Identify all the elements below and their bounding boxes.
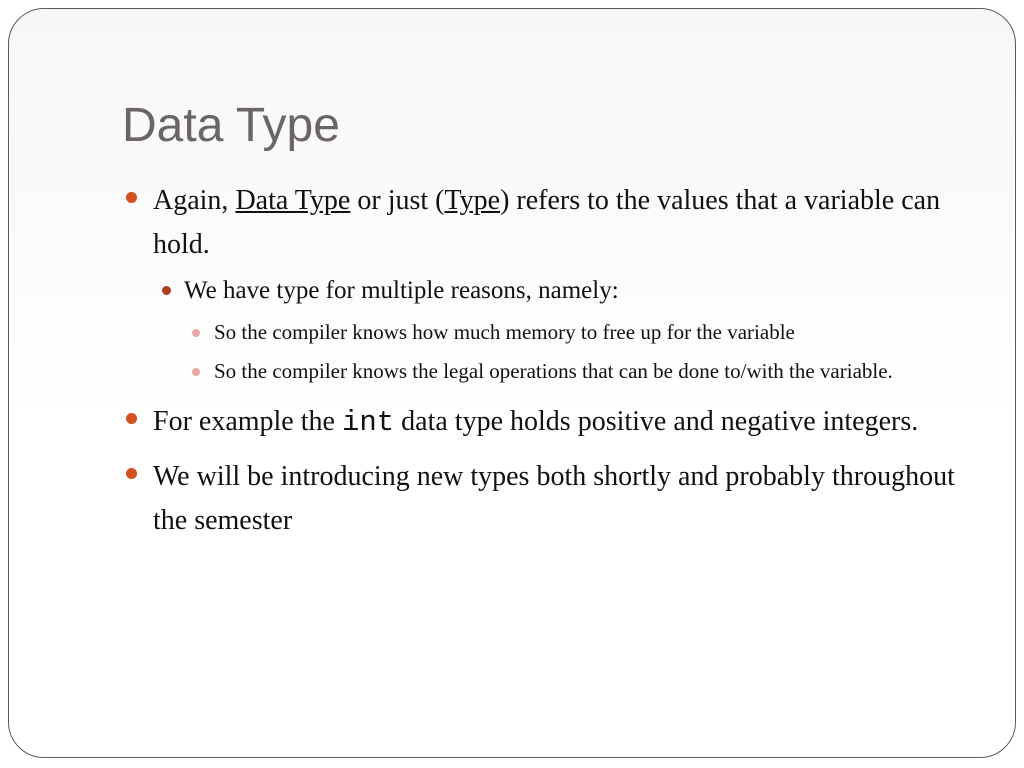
bullet-dot-icon (126, 468, 137, 479)
slide-title: Data Type (122, 99, 340, 152)
sub-bullet-item (126, 273, 956, 309)
text-fragment: or just ( (350, 185, 445, 216)
code-int: int (341, 406, 395, 439)
term-data-type: Data Type (235, 185, 351, 216)
text-fragment: Again, (153, 185, 236, 216)
bullet-text: We have type for multiple reasons, namely: (184, 277, 619, 304)
slide (8, 8, 1016, 758)
sub-sub-bullet-item (126, 315, 956, 350)
text-fragment: ) refers to the values that a variable can hold. (153, 185, 941, 260)
bullet-dot-icon (126, 413, 137, 424)
sub-sub-bullet-item (126, 354, 956, 388)
bullet-dot-icon (126, 192, 137, 203)
bullet-text: We will be introducing new types both shortly and probably throughout the semester (153, 461, 955, 536)
text-fragment: data type holds positive and negative integers. (394, 406, 919, 437)
bullet-item (126, 179, 956, 267)
bullet-item (126, 400, 956, 445)
bullet-dot-icon (162, 286, 171, 295)
bullet-text (153, 185, 940, 260)
bullet-item (126, 455, 956, 543)
bullet-dot-icon (192, 368, 200, 376)
bullet-text: So the compiler knows how much memory to free up for the variable (214, 320, 795, 344)
bullet-text (153, 406, 918, 437)
term-type: Type (444, 185, 501, 216)
bullet-text: So the compiler knows the legal operations that can be done to/with the variable. (214, 359, 893, 383)
slide-body (126, 179, 956, 553)
text-fragment: For example the (153, 406, 342, 437)
bullet-dot-icon (192, 329, 200, 337)
